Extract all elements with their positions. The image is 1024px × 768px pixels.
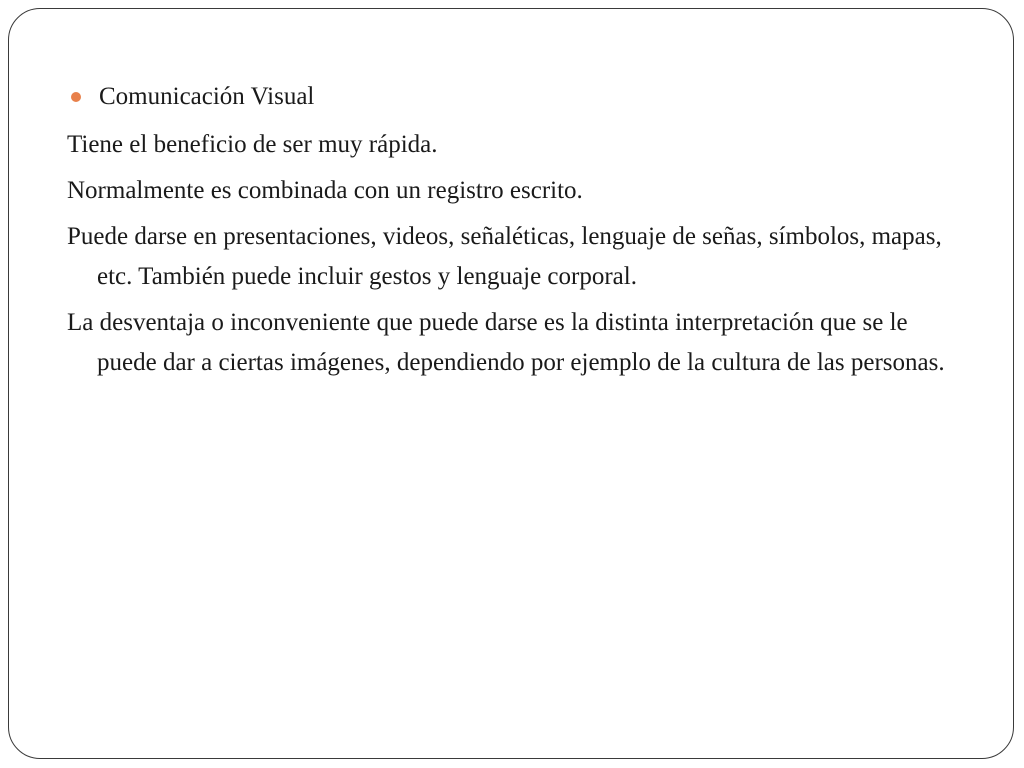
slide-content: [67, 77, 967, 383]
paragraph-combined: Normalmente es combinada con un registro escrito.: [67, 177, 583, 204]
bullet-dot-icon: [71, 92, 81, 102]
bullet-text: Comunicación Visual: [99, 83, 315, 110]
slide-frame: [8, 8, 1014, 759]
paragraph-examples: Puede darse en presentaciones, videos, señaléticas, lenguaje de señas, símbolos, mapas, etc. También puede incluir gestos y lenguaje corporal.: [67, 223, 942, 290]
paragraph-disadvantage: La desventaja o inconveniente que puede darse es la distinta interpretación que se le puede dar a ciertas imágenes, dependiendo por ejemplo de la cultura de las personas.: [67, 309, 945, 376]
bullet-item: [67, 77, 967, 117]
paragraph-benefit: Tiene el beneficio de ser muy rápida.: [67, 131, 438, 158]
